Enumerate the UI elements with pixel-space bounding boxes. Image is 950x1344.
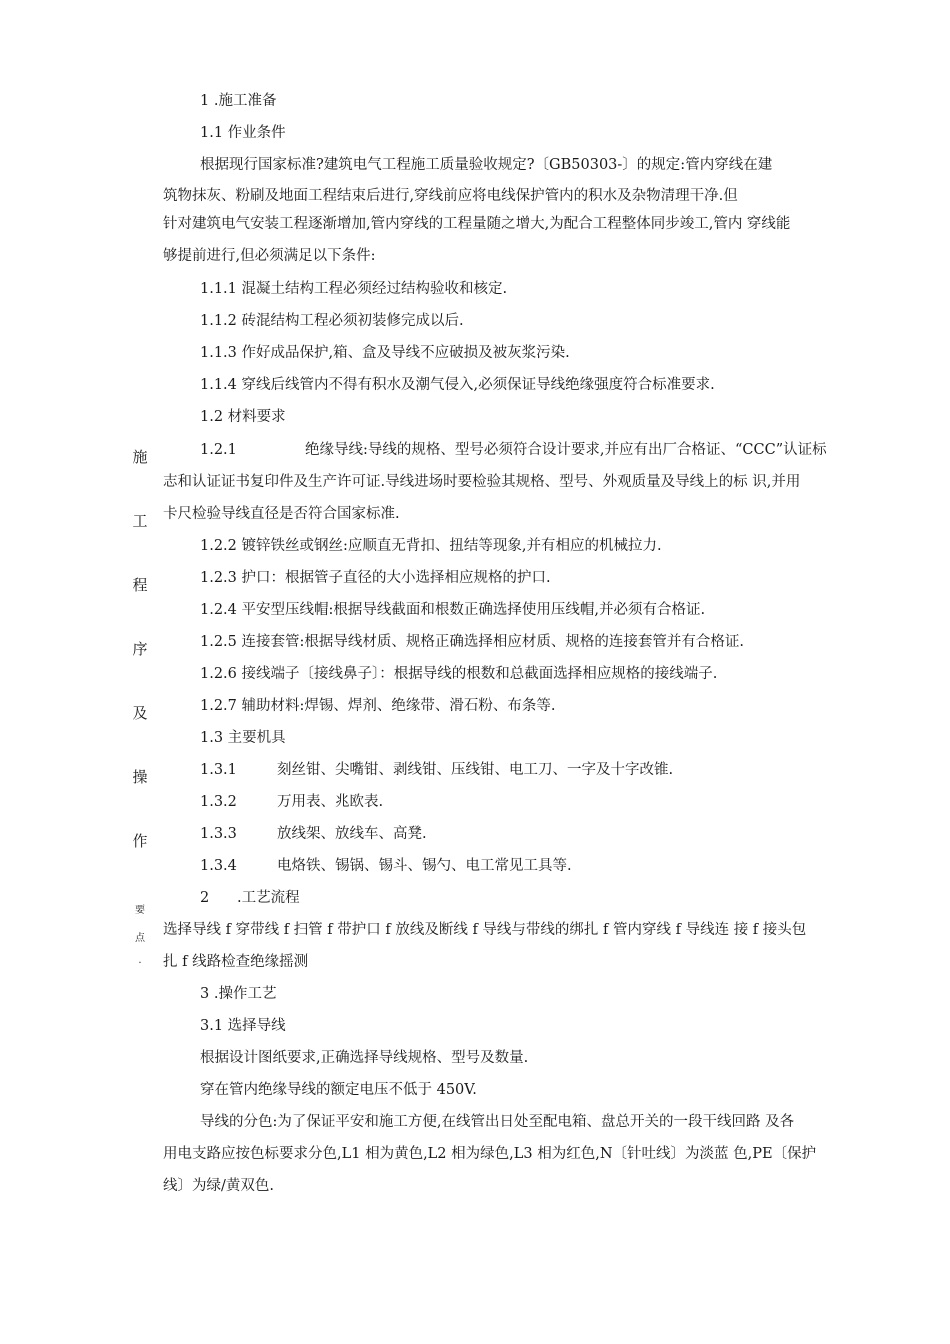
- list-item-number: 1.3.3: [200, 826, 237, 842]
- list-item: 1.2.6 接线端子〔接线鼻子〕：根据导线的根数和总截面选择相应规格的接线端子.: [200, 666, 718, 682]
- paragraph-line: 用电支路应按色标要求分色,L1 相为黄色,L2 相为绿色,L3 相为红色,N〔针吐线〕为淡蓝 色,PE〔保护: [163, 1146, 817, 1162]
- list-item: 电烙铁、锡锅、锡斗、锡勺、电工常见工具等.: [277, 858, 572, 874]
- list-item-number: 1.3.4: [200, 858, 237, 874]
- list-item-number: 1.2.1: [200, 442, 237, 458]
- subsection-heading: 1.2 材料要求: [200, 409, 286, 425]
- list-item: 1.2.3 护口：根据管子直径的大小选择相应规格的护口.: [200, 570, 551, 586]
- list-item: 万用表、兆欧表.: [277, 794, 384, 810]
- list-item: 1.1.2 砖混结构工程必须初装修完成以后.: [200, 313, 464, 329]
- paragraph-line: 根据现行国家标准?建筑电气工程施工质量验收规定?〔GB50303-〕的规定:管内穿线在建: [200, 157, 773, 173]
- paragraph-line: 针对建筑电气安装工程逐渐增加,管内穿线的工程量随之增大,为配合工程整体同步竣工,管内 穿线能: [163, 216, 791, 232]
- section-heading: .工艺流程: [237, 890, 300, 906]
- paragraph-line: 线〕为绿/黄双色.: [163, 1178, 274, 1194]
- paragraph-line: 穿在管内绝缘导线的额定电压不低于 450V.: [200, 1082, 477, 1098]
- list-item-number: 1.3.2: [200, 794, 237, 810]
- list-item: 刻丝钳、尖嘴钳、剥线钳、压线钳、电工刀、一字及十字改锥.: [277, 762, 674, 778]
- list-item: 1.1.3 作好成品保护,箱、盒及导线不应破损及被灰浆污染.: [200, 345, 570, 361]
- side-note-char: 点: [135, 933, 145, 944]
- side-title-char: 程: [132, 576, 148, 594]
- subsection-heading: 1.3 主要机具: [200, 730, 286, 746]
- paragraph-line: 够提前进行,但必须满足以下条件:: [163, 248, 376, 264]
- section-number: 2: [200, 890, 210, 906]
- side-title-char: 序: [132, 640, 148, 658]
- side-title-char: 操: [132, 768, 148, 786]
- paragraph-line: 志和认证证书复印件及生产许可证.导线进场时要检验其规格、型号、外观质量及导线上的标 识,并用: [163, 474, 801, 490]
- subsection-heading: 3.1 选择导线: [200, 1018, 286, 1034]
- side-title-char: 施: [132, 448, 148, 466]
- paragraph-line: 根据设计图纸要求,正确选择导线规格、型号及数量.: [200, 1050, 529, 1066]
- side-title-char: 作: [132, 832, 148, 850]
- list-item-number: 1.3.1: [200, 762, 237, 778]
- list-item: 1.2.4 平安型压线帽:根据导线截面和根数正确选择使用压线帽,并必须有合格证.: [200, 602, 706, 618]
- paragraph-line: 卡尺检验导线直径是否符合国家标准.: [163, 506, 400, 522]
- list-item: 1.1.4 穿线后线管内不得有积水及潮气侵入,必须保证导线绝缘强度符合标准要求.: [200, 377, 715, 393]
- side-title-char: 及: [132, 704, 148, 722]
- side-title-char: 工: [132, 512, 148, 530]
- section-heading: 3 .操作工艺: [200, 986, 277, 1002]
- paragraph-line: 扎 f 线路检查绝缘摇测: [163, 954, 309, 970]
- list-item: 放线架、放线车、高凳.: [277, 826, 427, 842]
- list-item: 1.2.2 镀锌铁丝或钢丝:应顺直无背扣、扭结等现象,并有相应的机械拉力.: [200, 538, 662, 554]
- list-item: 绝缘导线:导线的规格、型号必须符合设计要求,并应有出厂合格证、“CCC”认证标: [305, 442, 827, 458]
- section-heading: 1 .施工准备: [200, 93, 277, 109]
- subsection-heading: 1.1 作业条件: [200, 125, 286, 141]
- list-item: 1.2.5 连接套管:根据导线材质、规格正确选择相应材质、规格的连接套管并有合格证.: [200, 634, 744, 650]
- paragraph-line: 导线的分色:为了保证平安和施工方便,在线管出日处至配电箱、盘总开关的一段干线回路 及各: [200, 1114, 795, 1130]
- side-note-char: .: [138, 955, 142, 966]
- list-item: 1.2.7 辅助材料:焊锡、焊剂、绝缘带、滑石粉、布条等.: [200, 698, 556, 714]
- paragraph-line: 选择导线 f 穿带线 f 扫管 f 带护口 f 放线及断线 f 导线与带线的绑扎 f 管内穿线 f 导线连 接 f 接头包: [163, 922, 807, 938]
- list-item: 1.1.1 混凝土结构工程必须经过结构验收和核定.: [200, 281, 508, 297]
- side-note-char: 要: [135, 905, 145, 916]
- paragraph-line: 筑物抹灰、粉刷及地面工程结束后进行,穿线前应将电线保护管内的积水及杂物清理干净.但: [163, 188, 738, 204]
